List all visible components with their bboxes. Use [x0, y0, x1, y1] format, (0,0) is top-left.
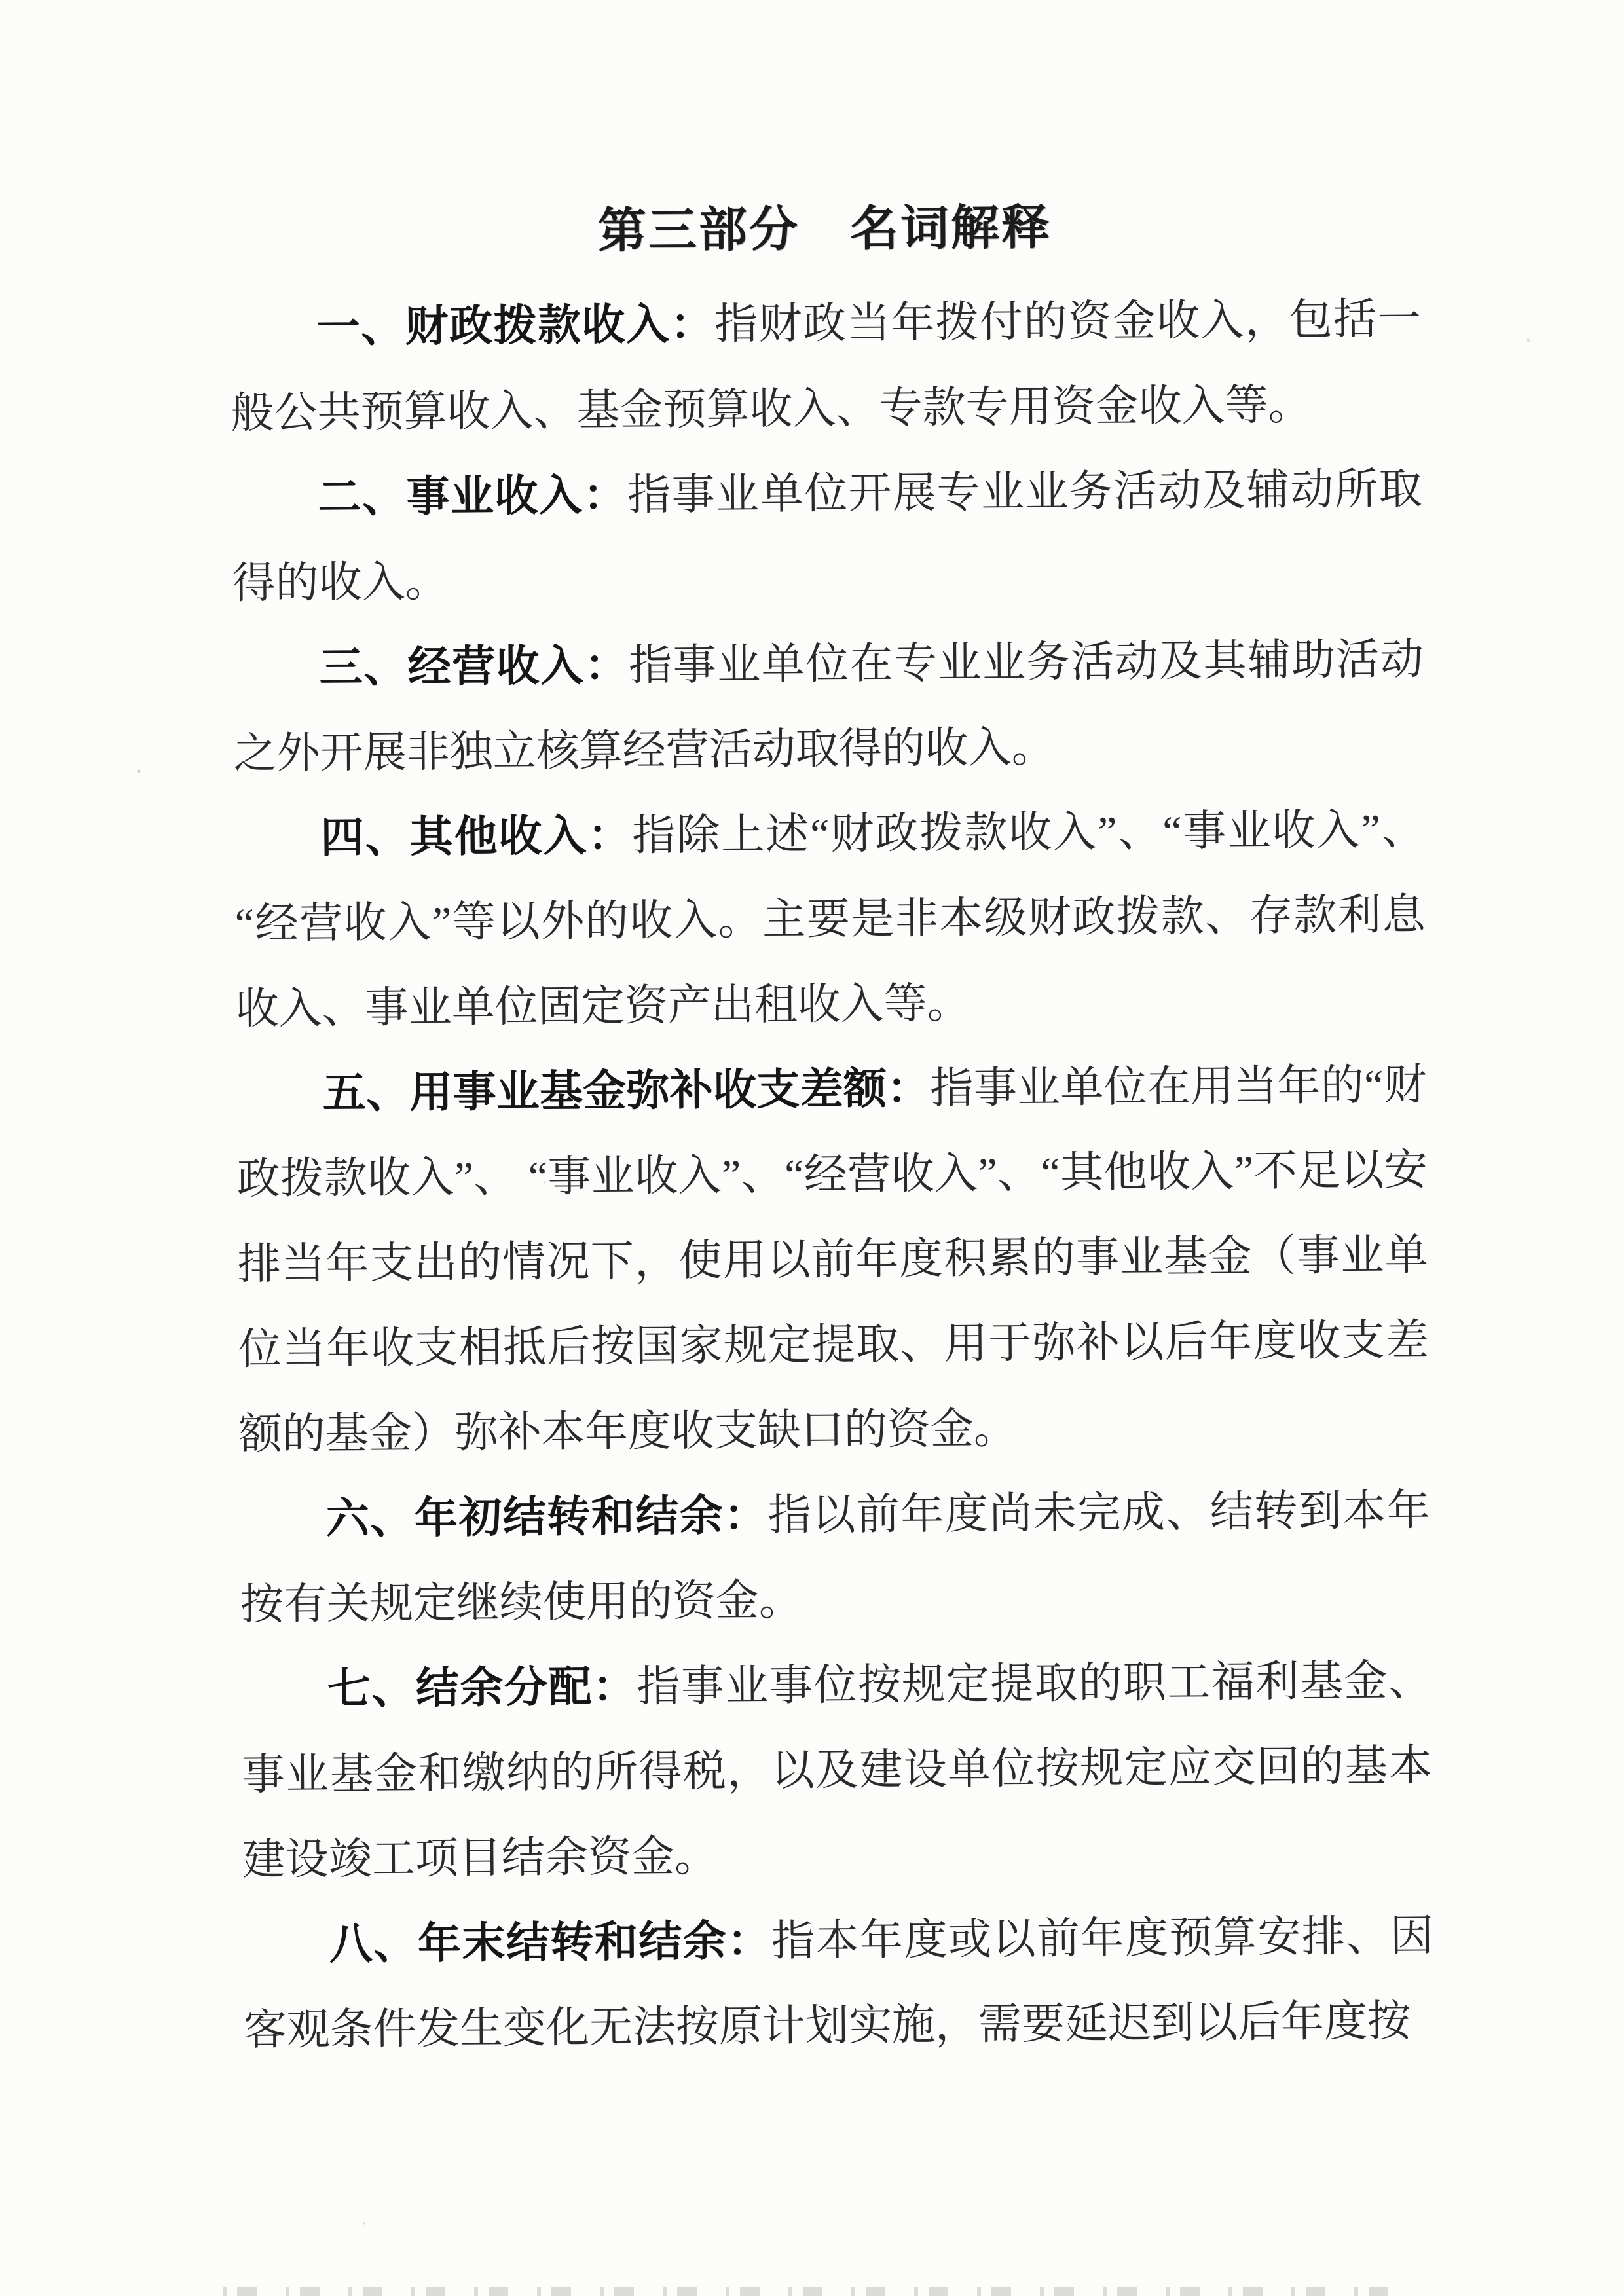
definition-paragraph: [242, 1894, 1434, 2073]
term-label: 四、其他收入：: [320, 812, 633, 863]
term-definition: 指事业单位在专业业务活动及其辅助活动之外开展非独立核算经营活动取得的收入。: [233, 635, 1424, 778]
definition-paragraph: [239, 1468, 1431, 1648]
term-label: 三、经营收入：: [319, 642, 629, 693]
term-label: 六、年初结转和结余：: [325, 1491, 769, 1544]
definition-paragraph: [236, 1043, 1430, 1478]
page-title: 第三部分 名词解释: [597, 201, 1052, 259]
definition-paragraph: [231, 447, 1423, 627]
term-label: 七、结余分配：: [327, 1663, 637, 1714]
definitions-list: [230, 277, 1434, 2073]
definition-paragraph: [234, 788, 1426, 1052]
definition-paragraph: [232, 617, 1424, 797]
term-label: 一、财政拨款收入：: [316, 301, 715, 352]
definition-paragraph: [230, 277, 1422, 456]
term-definition: 指事业单位开展专业业务活动及辅动所取得的收入。: [232, 465, 1422, 608]
clipped-next-line-fragment: [223, 2287, 1414, 2296]
definition-paragraph: [240, 1639, 1433, 1903]
term-definition: 指以前年度尚未完成、结转到本年按有关规定继续使用的资金。: [240, 1486, 1431, 1630]
term-definition: 指财政当年拨付的资金收入，包括一般公共预算收入、基金预算收入、专款专用资金收入等。: [231, 295, 1421, 438]
term-definition: 指本年度或以前年度预算安排、因客观条件发生变化无法按原计划实施，需要延迟到以后年度按: [243, 1912, 1434, 2055]
term-definition: 指事业单位在用当年的“财政拨款收入”、 “事业收入”、“经营收入”、“其他收入”不足以安排当年支出的情况下，使用以前年度积累的事业基金（事业单位当年收支相抵后按国家规定提取、用于弥补以后年度收支差额的基金）弥补本年度收支缺口的资金。: [236, 1061, 1430, 1459]
term-label: 八、年末结转和结余：: [329, 1917, 772, 1969]
term-definition: 指除上述“财政拨款收入”、“事业收入”、“经营收入”等以外的收入。主要是非本级财政拨款、存款利息收入、事业单位固定资产出租收入等。: [234, 805, 1426, 1034]
term-definition: 指事业事位按规定提取的职工福利基金、事业基金和缴纳的所得税，以及建设单位按规定应交回的基本建设竣工项目结余资金。: [241, 1656, 1433, 1885]
page-content: [229, 189, 1434, 2073]
term-label: 二、事业收入：: [318, 471, 628, 522]
term-label: 五、用事业基金弥补收支差额：: [322, 1065, 931, 1118]
